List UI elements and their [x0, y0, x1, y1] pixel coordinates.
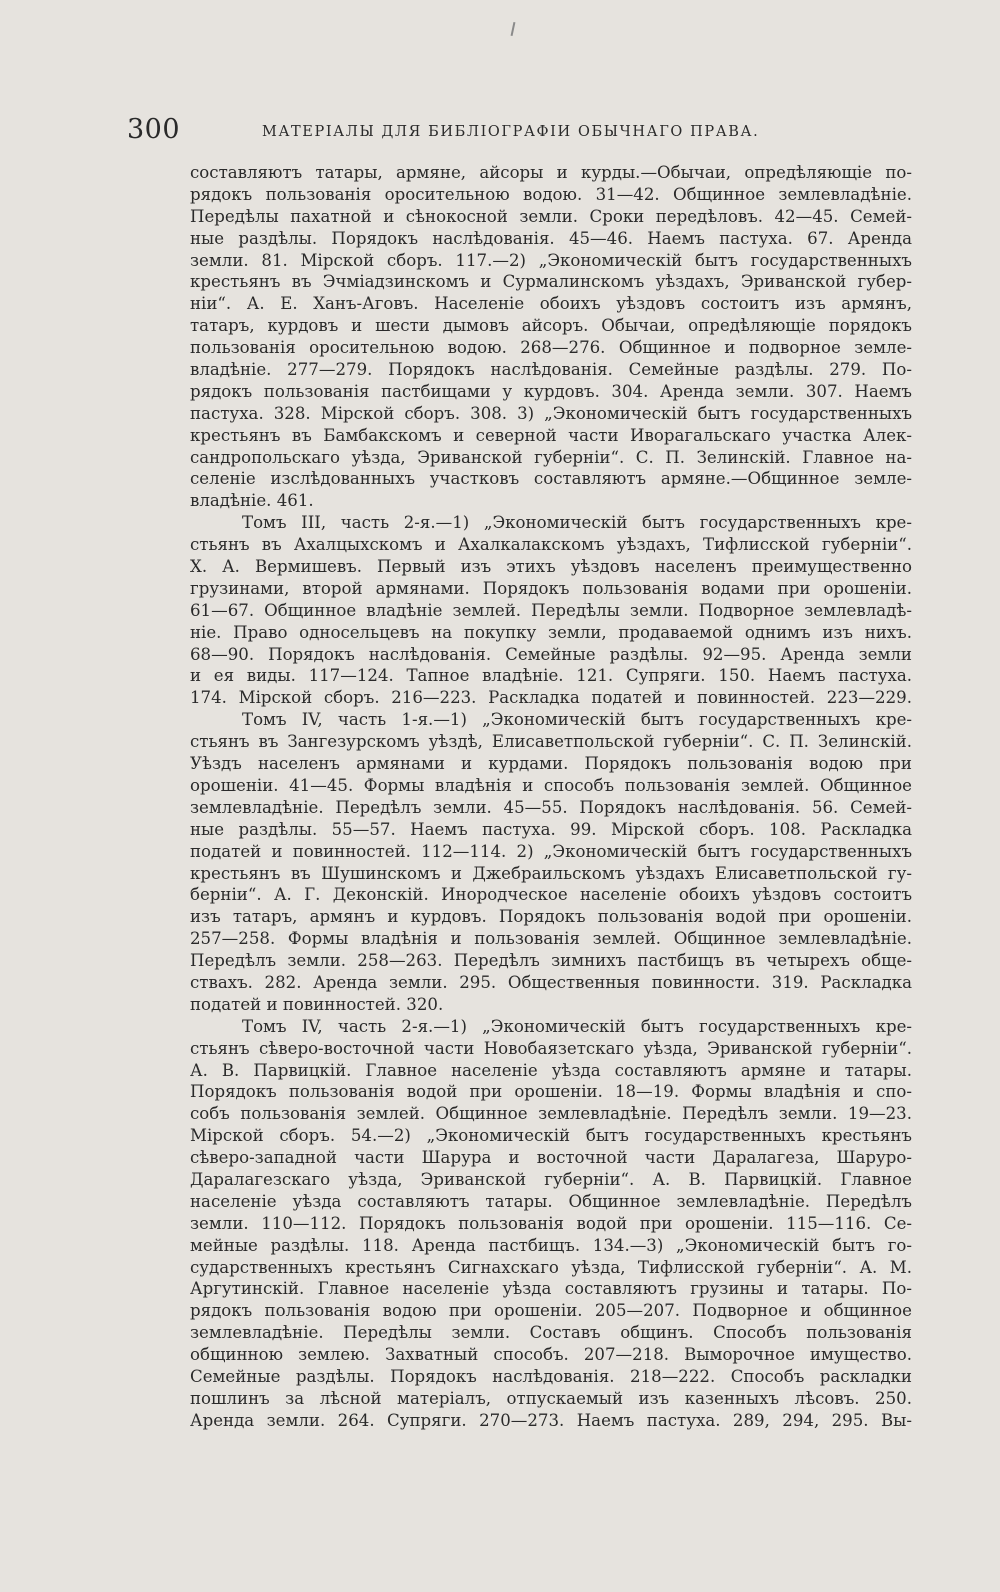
text-line: берніи“. А. Г. Деконскій. Инородческое населеніе обоихъ уѣздовъ состоитъ	[190, 885, 912, 905]
text-line: Томъ IV, часть 2-я.—1) „Экономическій бытъ государственныхъ кре-	[242, 1016, 912, 1036]
text-line: сударственныхъ крестьянъ Сигнахскаго уѣзда, Тифлисской губерніи“. А. М.	[190, 1257, 912, 1277]
body-text	[190, 162, 912, 1432]
text-line: ніи“. А. Е. Ханъ-Аговъ. Населеніе обоихъ уѣздовъ состоитъ изъ армянъ,	[190, 294, 912, 314]
text-line: сѣверо-западной части Шарура и восточной части Даралагеза, Шаруро-	[190, 1148, 912, 1168]
text-line: податей и повинностей. 320.	[190, 994, 444, 1014]
text-line: Даралагезскаго уѣзда, Эриванской губерніи“. А. В. Парвицкій. Главное	[190, 1169, 912, 1189]
text-line: и ея виды. 117—124. Тапное владѣніе. 121. Супряги. 150. Наемъ пастуха.	[190, 666, 912, 686]
pencil-mark	[511, 22, 516, 36]
text-line: Уѣздъ населенъ армянами и курдами. Порядокъ пользованія водою при	[190, 754, 912, 774]
text-line: владѣніе. 461.	[190, 491, 314, 511]
text-line: общинною землею. Захватный способъ. 207—218. Выморочное имущество.	[190, 1345, 912, 1365]
text-line: составляютъ татары, армяне, айсоры и курды.—Обычаи, опредѣляющіе по-	[190, 163, 912, 182]
text-line: Аренда земли. 264. Супряги. 270—273. Наемъ пастуха. 289, 294, 295. Вы-	[190, 1410, 912, 1430]
text-line: податей и повинностей. 112—114. 2) „Экономическій бытъ государственныхъ	[190, 841, 912, 861]
text-line: рядокъ пользованія оросительною водою. 31—42. Общинное землевладѣніе.	[190, 184, 912, 204]
text-line: собъ пользованія землей. Общинное землевладѣніе. Передѣлъ земли. 19—23.	[190, 1104, 912, 1124]
text-line: землевладѣніе. Передѣлы земли. Составъ общинъ. Способъ пользованія	[190, 1323, 912, 1343]
text-line: Аргутинскій. Главное населеніе уѣзда составляютъ грузины и татары. По-	[190, 1279, 912, 1299]
text-line: селеніе изслѣдованныхъ участковъ составляютъ армяне.—Общинное земле-	[190, 469, 912, 489]
text-line: 257—258. Формы владѣнія и пользованія землей. Общинное землевладѣніе.	[190, 929, 912, 949]
text-line: стьянъ въ Ахалцыхскомъ и Ахалкалакскомъ уѣздахъ, Тифлисской губерніи“.	[190, 535, 912, 555]
text-line: сандропольскаго уѣзда, Эриванской губерніи“. С. П. Зелинскій. Главное на-	[190, 447, 912, 467]
text-line: крестьянъ въ Эчміадзинскомъ и Сурмалинскомъ уѣздахъ, Эриванской губер-	[190, 272, 912, 292]
text-line: Семейные раздѣлы. Порядокъ наслѣдованія. 218—222. Способъ раскладки	[190, 1366, 912, 1386]
text-line: земли. 81. Мірской сборъ. 117.—2) „Экономическій бытъ государственныхъ	[190, 250, 912, 270]
text-line: владѣніе. 277—279. Порядокъ наслѣдованія. Семейные раздѣлы. 279. По-	[190, 360, 912, 380]
text-line: Томъ III, часть 2-я.—1) „Экономическій бытъ государственныхъ кре-	[242, 513, 912, 533]
text-line: мейные раздѣлы. 118. Аренда пастбищъ. 134.—3) „Экономическій бытъ го-	[190, 1235, 912, 1255]
text-line: земли. 110—112. Порядокъ пользованія водой при орошеніи. 115—116. Се-	[190, 1213, 912, 1233]
text-line: Передѣлъ земли. 258—263. Передѣлъ зимнихъ пастбищъ въ четырехъ обще-	[190, 951, 912, 971]
text-line: пользованія оросительною водою. 268—276. Общинное и подворное земле-	[190, 338, 912, 358]
text-line: Передѣлы пахатной и сѣнокосной земли. Сроки передѣловъ. 42—45. Семей-	[190, 206, 912, 226]
text-line: ные раздѣлы. 55—57. Наемъ пастуха. 99. Мірской сборъ. 108. Раскладка	[190, 819, 912, 839]
text-line: Томъ IV, часть 1-я.—1) „Экономическій бытъ государственныхъ кре-	[242, 710, 912, 730]
text-line: А. В. Парвицкій. Главное населеніе уѣзда составляютъ армяне и татары.	[190, 1060, 912, 1080]
page-number: 300	[127, 114, 181, 145]
text-line: стьянъ въ Зангезурскомъ уѣздѣ, Елисаветпольской губерніи“. С. П. Зелинскій.	[190, 732, 912, 752]
text-line: пастуха. 328. Мірской сборъ. 308. 3) „Экономическій бытъ государственныхъ	[190, 403, 912, 423]
text-line: пошлинъ за лѣсной матеріалъ, отпускаемый изъ казенныхъ лѣсовъ. 250.	[190, 1388, 912, 1408]
text-line: ствахъ. 282. Аренда земли. 295. Общественныя повинности. 319. Раскладка	[190, 972, 912, 992]
text-line: грузинами, второй армянами. Порядокъ пользованія водами при орошеніи.	[190, 578, 912, 598]
text-line: 61—67. Общинное владѣніе землей. Передѣлы земли. Подворное землевладѣ-	[190, 600, 912, 620]
text-line: рядокъ пользованія водою при орошеніи. 205—207. Подворное и общинное	[190, 1301, 912, 1321]
text-line: ніе. Право односельцевъ на покупку земли, продаваемой однимъ изъ нихъ.	[190, 622, 912, 642]
text-line: Порядокъ пользованія водой при орошеніи. 18—19. Формы владѣнія и спо-	[190, 1082, 912, 1102]
text-line: крестьянъ въ Шушинскомъ и Джебраильскомъ уѣздахъ Елисаветпольской гу-	[190, 863, 912, 883]
text-line: населеніе уѣзда составляютъ татары. Общинное землевладѣніе. Передѣлъ	[190, 1191, 912, 1211]
text-line: изъ татаръ, армянъ и курдовъ. Порядокъ пользованія водой при орошеніи.	[190, 907, 912, 927]
text-line: ные раздѣлы. Порядокъ наслѣдованія. 45—46. Наемъ пастуха. 67. Аренда	[190, 228, 912, 248]
text-line: рядокъ пользованія пастбищами у курдовъ. 304. Аренда земли. 307. Наемъ	[190, 381, 912, 401]
text-line: 174. Мірской сборъ. 216—223. Раскладка податей и повинностей. 223—229.	[190, 688, 912, 708]
text-line: стьянъ сѣверо-восточной части Новобаязетскаго уѣзда, Эриванской губерніи“.	[190, 1038, 912, 1058]
text-line: крестьянъ въ Бамбакскомъ и северной части Иворагальскаго участка Алек-	[190, 425, 912, 445]
running-title: МАТЕРІАЛЫ ДЛЯ БИБЛІОГРАФІИ ОБЫЧНАГО ПРАВА.	[262, 124, 760, 140]
text-line: Х. А. Вермишевъ. Первый изъ этихъ уѣздовъ населенъ преимущественно	[190, 557, 912, 577]
text-line: татаръ, курдовъ и шести дымовъ айсоръ. Обычаи, опредѣляющіе порядокъ	[190, 316, 912, 336]
text-line: 68—90. Порядокъ наслѣдованія. Семейные раздѣлы. 92—95. Аренда земли	[190, 644, 912, 664]
text-line: землевладѣніе. Передѣлъ земли. 45—55. Порядокъ наслѣдованія. 56. Семей-	[190, 797, 912, 817]
text-line: Мірской сборъ. 54.—2) „Экономическій бытъ государственныхъ крестьянъ	[190, 1126, 912, 1146]
text-line: орошеніи. 41—45. Формы владѣнія и способъ пользованія землей. Общинное	[190, 775, 912, 795]
